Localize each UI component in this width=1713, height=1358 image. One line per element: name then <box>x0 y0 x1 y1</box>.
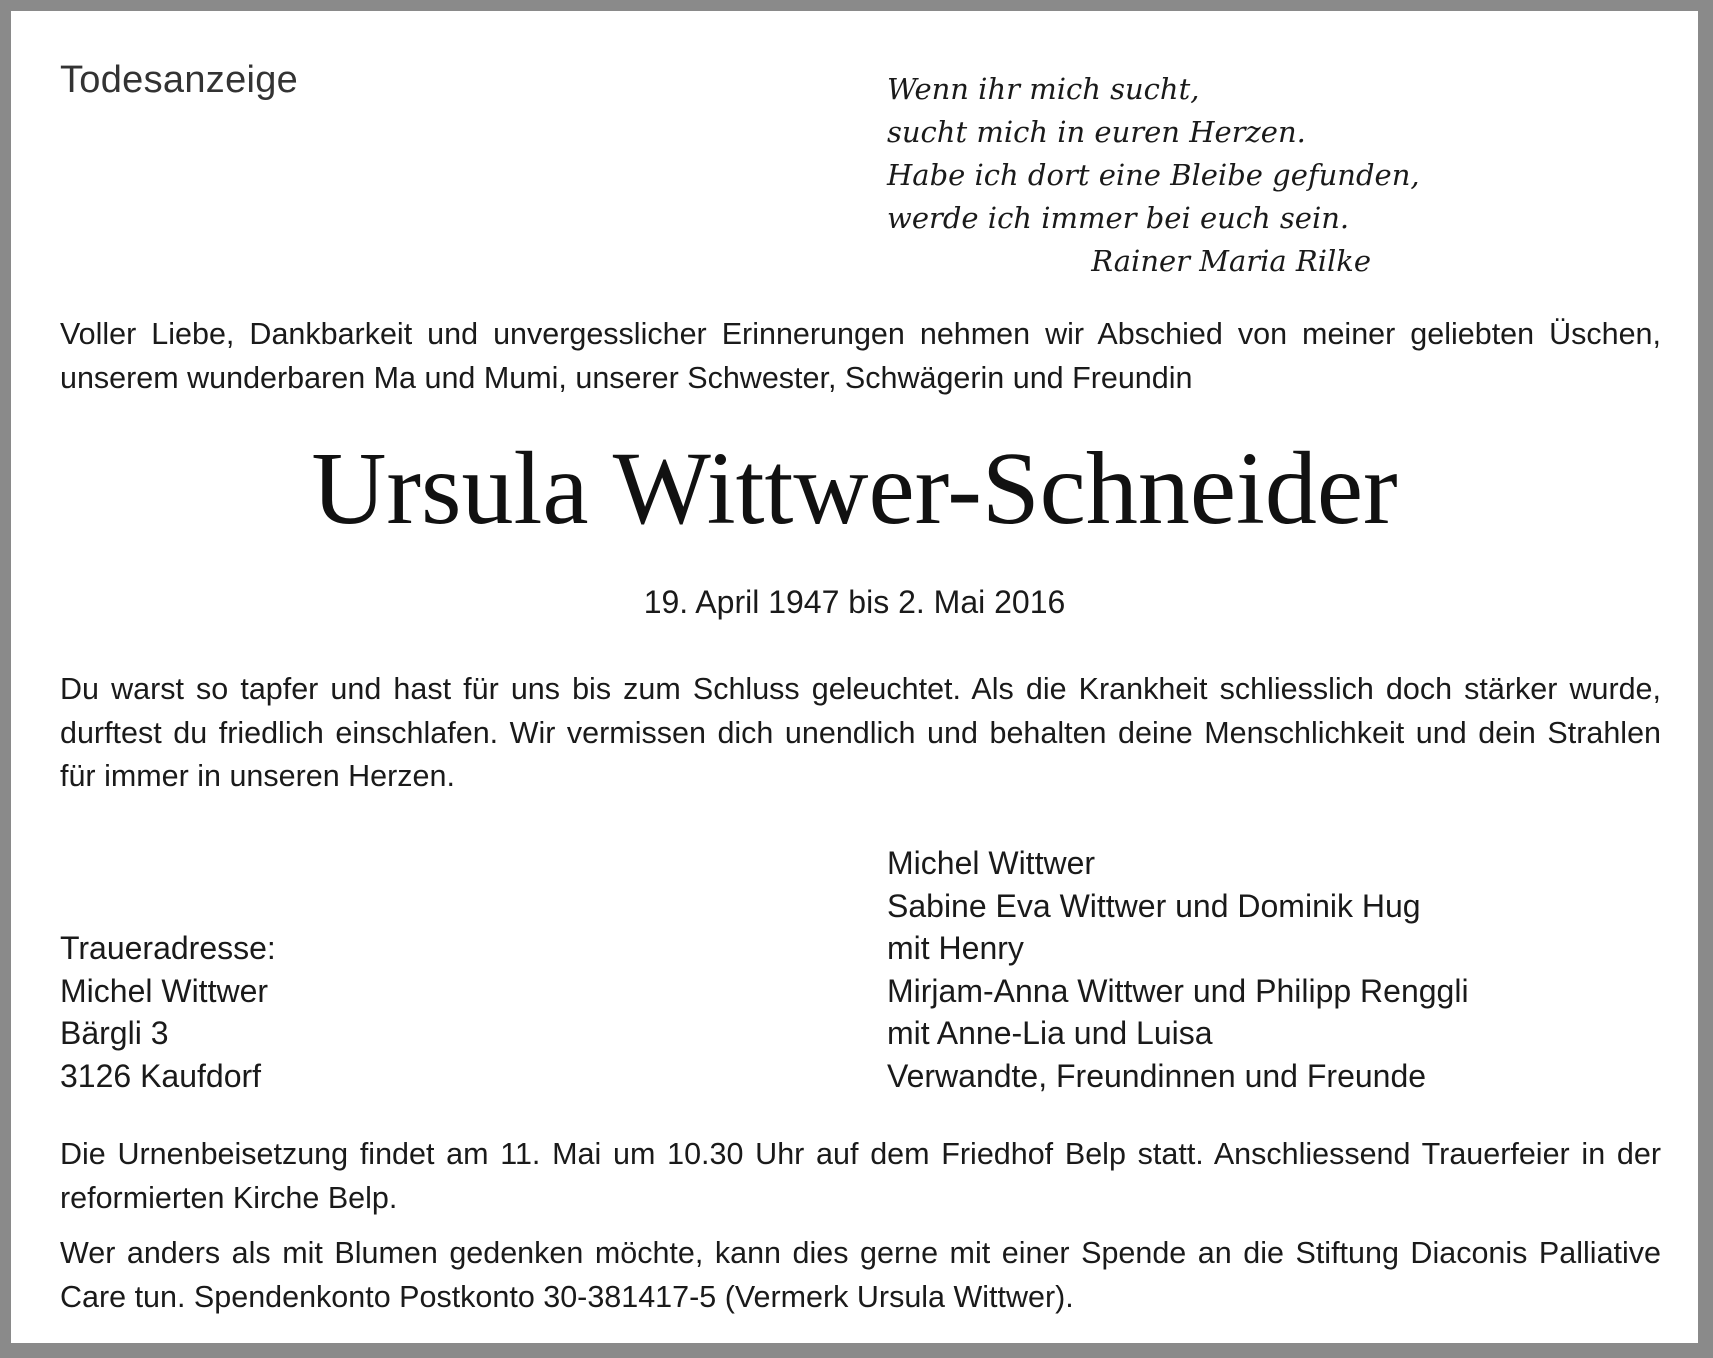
mourner-line: Sabine Eva Wittwer und Dominik Hug <box>887 887 1421 924</box>
mourner-line: mit Henry <box>887 930 1024 966</box>
ceremony-paragraph: Die Urnenbeisetzung findet am 11. Mai um 10.30 Uhr auf dem Friedhof Belp statt. Anschliessend Trauerfeier in der reformierten Kirche Belp. <box>60 1137 1661 1215</box>
address-line: Michel Wittwer <box>60 972 269 1009</box>
donation-paragraph: Wer anders als mit Blumen gedenken möchte, kann dies gerne mit einer Spende an die Stiftung Diaconis Palliative Care tun. Spendenkonto Postkonto 30-381417-5 (Vermerk Ursula Wittwer). <box>60 1236 1661 1314</box>
poem-author: Rainer Maria Rilke <box>1091 244 1371 278</box>
mourning-address <box>60 927 276 1097</box>
obituary-page <box>11 11 1698 1343</box>
poem-line: sucht mich in euren Herzen. <box>887 115 1306 149</box>
life-dates: 19. April 1947 bis 2. Mai 2016 <box>643 584 1066 620</box>
mourner-line: mit Anne-Lia und Luisa <box>887 1015 1213 1051</box>
poem-line: werde ich immer bei euch sein. <box>887 201 1350 235</box>
tribute-paragraph: Du warst so tapfer und hast für uns bis zum Schluss geleuchtet. Als die Krankheit schliesslich doch stärker wurde, durftest du friedlich einschlafen. Wir vermissen dich unendlich und behalten deine Menschlichkeit und dein Strahlen für immer in unseren Herzen. <box>60 672 1661 793</box>
notice-heading: Todesanzeige <box>60 59 299 101</box>
mourner-line: Mirjam-Anna Wittwer und Philipp Renggli <box>887 972 1469 1009</box>
poem-line: Wenn ihr mich sucht, <box>887 72 1200 106</box>
intro-paragraph: Voller Liebe, Dankbarkeit und unvergesslicher Erinnerungen nehmen wir Abschied von meiner geliebten Üschen, unserem wunderbaren Ma und Mumi, unserer Schwester, Schwägerin und Freundin <box>60 317 1661 395</box>
poem-block <box>887 68 1420 283</box>
address-line: 3126 Kaufdorf <box>60 1057 262 1094</box>
mourner-line: Michel Wittwer <box>887 845 1096 881</box>
mourners-list <box>887 842 1469 1097</box>
deceased-name: Ursula Wittwer-Schneider <box>311 431 1398 546</box>
poem-line: Habe ich dort eine Bleibe gefunden, <box>887 158 1420 192</box>
mourner-line: Verwandte, Freundinnen und Freunde <box>887 1057 1427 1094</box>
address-label: Traueradresse: <box>60 930 276 966</box>
address-line: Bärgli 3 <box>60 1015 169 1051</box>
